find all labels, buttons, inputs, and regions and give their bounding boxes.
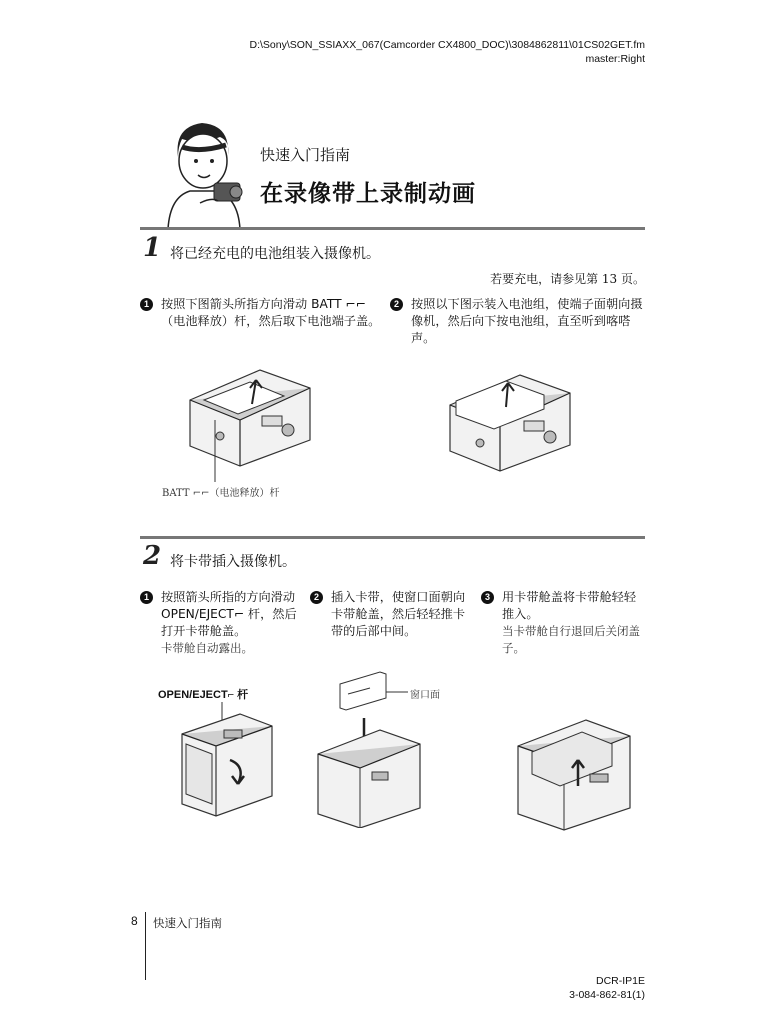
step-2-item-3-number: 3 [481,591,494,604]
title-divider [140,227,645,230]
step-2-item-2-text: 插入卡带，使窗口面朝向卡带舱盖，然后轻轻推卡带的后部中间。 [331,590,466,638]
open-cassette-lid-illustration [160,700,280,820]
step-1-item-2-number: 2 [390,298,403,311]
insert-battery-illustration [440,365,580,475]
step-1-item-1-text: 按照下图箭头所指方向滑动 BATT ⌐⌐ （电池释放）杆，然后取下电池端子盖。 [161,297,381,328]
page-number: 8 [131,914,138,928]
section-label: 快速入门指南 [260,146,351,164]
step-2-item-1-number: 1 [140,591,153,604]
person-with-camcorder-illustration [160,117,250,229]
charge-reference-note: 若要充电，请参见第 13 页。 [490,272,645,286]
footer-model-block [569,974,645,1002]
step-1-title: 将已经充电的电池组装入摄像机。 [170,246,380,262]
footer-vertical-rule [145,912,146,980]
step-1-item-2 [390,296,644,347]
open-eject-lever-callout: OPEN/EJECT⌐ 杆 [158,689,249,701]
master-label: master:Right [585,53,645,65]
step-1-item-2-text: 按照以下图示装入电池组，使端子面朝向摄像机，然后向下按电池组，直至听到喀嗒声。 [411,297,643,345]
step-2-number: 2 [143,541,162,571]
step-1-item-1 [140,296,385,330]
step-2-item-2-number: 2 [310,591,323,604]
insert-cassette-illustration [310,668,430,828]
step-1-number: 1 [143,233,162,263]
document-code: 3-084-862-81(1) [569,989,645,1001]
step-2-item-1-sub: 卡带舱自动露出。 [161,641,253,655]
step-2-item-3-text: 用卡带舱盖将卡带舱轻轻推入。 [502,590,637,621]
file-path: D:\Sony\SON_SSIAXX_067(Camcorder CX4800_DOC)\3084862811\01CS02GET.fm [249,39,645,51]
model-number: DCR-IP1E [595,975,645,987]
window-side-callout: 窗口面 [410,690,440,701]
close-cassette-compartment-illustration [512,702,642,832]
step-2-item-1-text: 按照箭头所指的方向滑动 OPEN/EJECT⌐ 杆，然后打开卡带舱盖。 [161,590,297,638]
batt-lever-callout: BATT ⌐⌐（电池释放）杆 [162,488,280,499]
step-1-item-1-number: 1 [140,298,153,311]
step-2-title: 将卡带插入摄像机。 [170,554,296,570]
step-2-item-2 [310,589,475,640]
step-2-item-3 [481,589,641,657]
page-title: 在录像带上录制动画 [260,181,476,207]
step-2-item-3-sub: 当卡带舱自行退回后关闭盖子。 [502,624,640,655]
file-path-header [249,38,645,66]
footer-section: 快速入门指南 [153,916,222,930]
step-2-item-1 [140,589,300,657]
step-2-divider [140,536,645,539]
batt-callout-line [160,420,220,490]
